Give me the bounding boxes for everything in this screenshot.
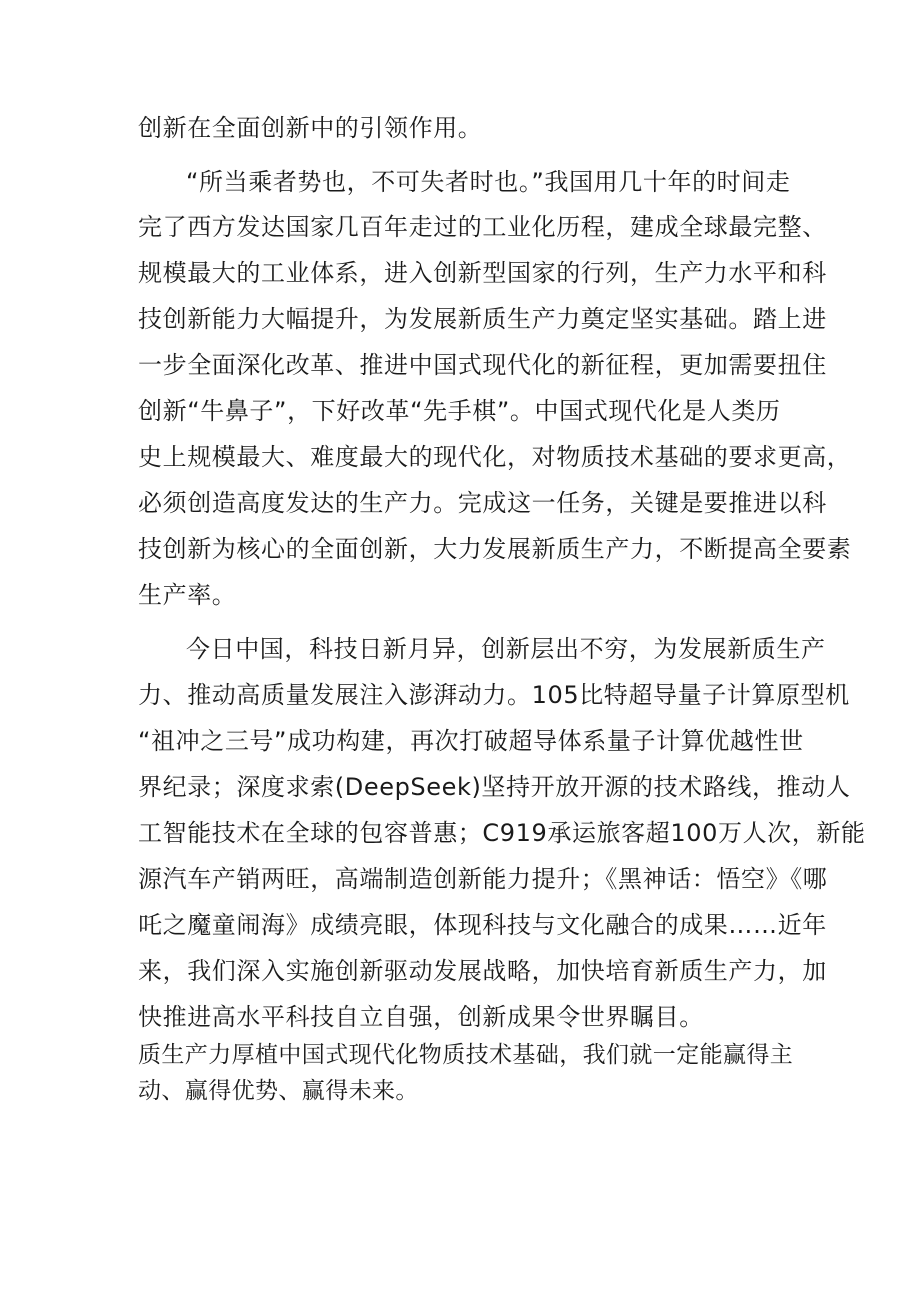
text-line: 源汽车产销两旺，高端制造创新能力提升；《黑神话：悟空》《哪: [138, 865, 828, 893]
text-line: 来，我们深入实施创新驱动发展战略，加快培育新质生产力，加: [138, 957, 827, 985]
text-line: 工智能技术在全球的包容普惠；C919承运旅客超100万人次，新能: [138, 819, 866, 847]
paragraph-start-line: 今日中国，科技日新月异，创新层出不穷，为发展新质生产: [186, 635, 826, 663]
text-line: 创新“牛鼻子”，下好改革“先手棋”。中国式现代化是人类历: [138, 397, 781, 425]
text-line: 必须创造高度发达的生产力。完成这一任务，关键是要推进以科: [138, 489, 827, 517]
text-line: 创新在全面创新中的引领作用。: [138, 114, 483, 142]
text-line: 技创新能力大幅提升，为发展新质生产力奠定坚实基础。踏上进: [138, 305, 827, 333]
text-line: 一步全面深化改革、推进中国式现代化的新征程，更加需要扭住: [138, 351, 827, 379]
text-line: 吒之魔童闹海》成绩亮眼，体现科技与文化融合的成果……近年: [138, 911, 827, 939]
text-line: 规模最大的工业体系，进入创新型国家的行列，生产力水平和科: [138, 259, 827, 287]
paragraph-start-line: “所当乘者势也，不可失者时也。”我国用几十年的时间走: [186, 168, 791, 196]
text-line: 动、赢得优势、赢得未来。: [138, 1078, 419, 1104]
text-line: 完了西方发达国家几百年走过的工业化历程，建成全球最完整、: [138, 213, 827, 241]
text-line: 快推进高水平科技自立自强，创新成果令世界瞩目。: [138, 1003, 704, 1031]
text-line: 质生产力厚植中国式现代化物质技术基础，我们就一定能赢得主: [138, 1042, 794, 1068]
text-line: 技创新为核心的全面创新，大力发展新质生产力，不断提高全要素: [138, 535, 852, 563]
text-line: 界纪录；深度求索(DeepSeek)坚持开放开源的技术路线，推动人: [138, 773, 851, 801]
text-line: 史上规模最大、难度最大的现代化，对物质技术基础的要求更高，: [138, 443, 852, 471]
text-line: 力、推动高质量发展注入澎湃动力。105比特超导量子计算原型机: [138, 681, 850, 709]
text-line: “祖冲之三号”成功构建，再次打破超导体系量子计算优越性世: [138, 727, 804, 755]
text-line: 生产率。: [138, 581, 237, 609]
